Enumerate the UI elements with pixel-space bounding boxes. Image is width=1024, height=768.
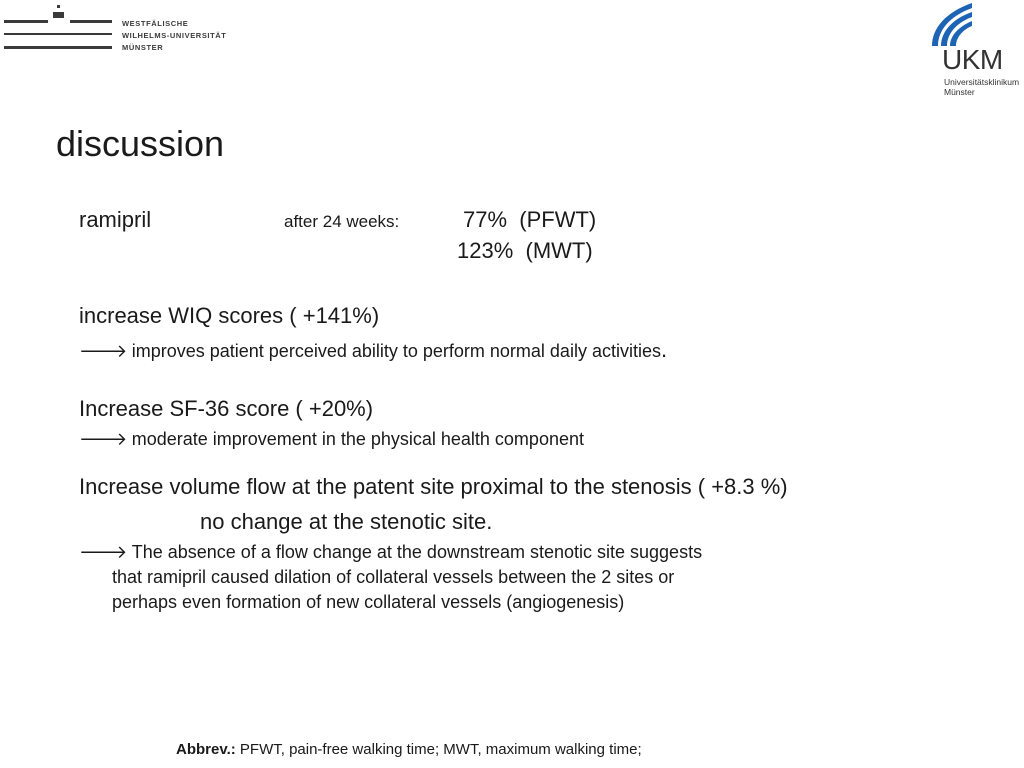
right-arrow-icon: 🡒 bbox=[79, 341, 128, 362]
ramipril-mwt-result: 123% (MWT) bbox=[457, 238, 593, 263]
right-arrow-icon: 🡒 bbox=[79, 542, 128, 563]
ramipril-label: ramipril bbox=[79, 207, 152, 232]
flow-finding-stenotic: no change at the stenotic site. bbox=[200, 509, 493, 534]
flow-implication-line3: perhaps even formation of new collateral vessels (angiogenesis) bbox=[112, 592, 625, 612]
flow-implication-line2: that ramipril caused dilation of collateral vessels between the 2 sites or bbox=[112, 567, 675, 587]
slide-title: discussion bbox=[56, 123, 225, 164]
abbreviations-footnote bbox=[176, 741, 642, 758]
ramipril-period: after 24 weeks: bbox=[284, 212, 400, 231]
ramipril-pfwt-result: 77% (PFWT) bbox=[463, 207, 597, 232]
wiq-implication-text: improves patient perceived ability to perform normal daily activities bbox=[131, 341, 661, 361]
wwu-name-line3: MÜNSTER bbox=[122, 43, 164, 52]
right-arrow-icon: 🡒 bbox=[79, 429, 128, 450]
ukm-swoosh-icon bbox=[928, 2, 1024, 48]
ukm-subtitle-line1: Universitätsklinikum bbox=[944, 77, 1020, 87]
ukm-letters: UKM bbox=[942, 44, 1003, 75]
wiq-finding: increase WIQ scores ( +141%) bbox=[79, 303, 380, 328]
wwu-name-line1: WESTFÄLISCHE bbox=[122, 19, 189, 28]
ukm-logo bbox=[928, 2, 1024, 98]
abbrev-label: Abbrev.: bbox=[176, 741, 236, 758]
flow-implication bbox=[79, 542, 702, 563]
wwu-emblem-icon bbox=[4, 2, 116, 52]
wiq-implication bbox=[79, 337, 667, 363]
sf36-finding: Increase SF-36 score ( +20%) bbox=[79, 396, 374, 421]
abbrev-text: PFWT, pain-free walking time; MWT, maximum walking time; bbox=[239, 741, 642, 758]
wiq-implication-period: . bbox=[660, 337, 668, 362]
sf36-implication bbox=[79, 429, 584, 450]
ukm-subtitle-line2: Münster bbox=[944, 87, 975, 97]
wwu-logo bbox=[4, 2, 234, 52]
wwu-name-line2: WILHELMS-UNIVERSITÄT bbox=[122, 31, 227, 40]
sf36-implication-text: moderate improvement in the physical health component bbox=[131, 429, 584, 449]
flow-implication-line1: The absence of a flow change at the downstream stenotic site suggests bbox=[131, 542, 703, 562]
flow-finding: Increase volume flow at the patent site proximal to the stenosis ( +8.3 %) bbox=[79, 474, 788, 499]
